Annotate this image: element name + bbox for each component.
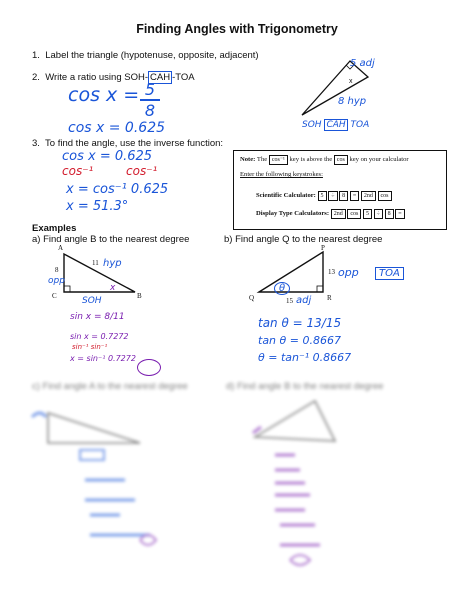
top-toa: TOA: [350, 120, 370, 130]
pqr-right-angle: [317, 286, 323, 292]
step-2-text-pre: Write a ratio using SOH-: [45, 72, 148, 83]
step-1: [32, 50, 259, 61]
disp-row: [256, 209, 405, 219]
step-2: [32, 72, 195, 83]
step-3: [32, 138, 223, 149]
label-opp-a: opp: [48, 276, 65, 286]
step-2-cos-decimal: cos x = 0.625: [68, 120, 166, 136]
blurred-example-d-work: [235, 395, 375, 605]
step-3-inv-right: cos⁻¹: [126, 164, 158, 178]
scribble-d0: [253, 427, 261, 433]
step-3-line4: x = 51.3°: [66, 199, 129, 214]
triangle-pqr-shape: [259, 252, 323, 292]
examples-heading: Examples: [32, 223, 77, 234]
step-1-num: 1.: [32, 50, 40, 61]
abc-right-angle: [64, 286, 70, 292]
note-text1: The: [256, 156, 268, 163]
scribble-c3: [85, 480, 150, 535]
triangle-d-shape: [255, 401, 335, 441]
example-a-prompt: a) Find angle B to the nearest degree: [32, 234, 190, 245]
answer-circle-a: [137, 359, 161, 376]
step-1-text: Label the triangle (hypotenuse, opposite, adjacent): [45, 50, 259, 61]
label-q: Q: [249, 294, 255, 302]
label-p: P: [321, 244, 325, 252]
side-ac-value: 8: [55, 266, 59, 274]
sci-key-2nd: 2nd: [361, 191, 376, 201]
side-pr-value: 13: [328, 268, 335, 276]
scribble-c2: [80, 450, 104, 460]
step-3-inv-left: cos⁻¹: [62, 164, 94, 178]
example-b-prompt: b) Find angle Q to the nearest degree: [224, 234, 383, 245]
sci-key-5: 5: [318, 191, 327, 201]
cos-lhs: cos x =: [68, 84, 140, 106]
note-label: Note:: [240, 156, 256, 163]
work-b-line2: tan θ = 0.8667: [258, 334, 341, 347]
step-2-cah-box: CAH: [150, 72, 171, 83]
sci-label: Scientific Calculator:: [256, 192, 316, 199]
step-3-line1: cos x = 0.625: [62, 149, 153, 164]
label-hyp-a: hyp: [103, 258, 122, 269]
note-text2: key is above the: [289, 156, 333, 163]
cos-key: cos: [334, 155, 348, 165]
step-2-text-post: -TOA: [172, 72, 195, 83]
label-r: R: [327, 294, 332, 302]
note-text3: key on your calculator: [349, 156, 409, 163]
step-3-line3: x = cos⁻¹ 0.625: [66, 182, 169, 197]
label-adj-b: adj: [296, 295, 312, 306]
step-3-text: To find the angle, use the inverse function:: [45, 138, 224, 149]
side-ab-value: 11: [92, 259, 99, 267]
disp-key-5: 5: [363, 209, 372, 219]
step-2-cos-equation: [68, 84, 139, 106]
top-angle-x: x: [349, 78, 353, 85]
example-d-prompt: d) Find angle B to the nearest degree: [226, 381, 384, 392]
scribble-d2: [290, 555, 310, 565]
triangle-abc-shape: [64, 254, 135, 292]
disp-key-cos: cos: [347, 209, 361, 219]
work-a-line2: sin x = 0.7272: [70, 332, 129, 341]
top-adj-label: 5 adj: [350, 58, 375, 69]
work-b-line1: tan θ = 13/15: [258, 316, 342, 330]
example-c-prompt: c) Find angle A to the nearest degree: [32, 381, 188, 392]
side-qr-value: 15: [286, 297, 293, 305]
work-b-line3: θ = tan⁻¹ 0.8667: [258, 351, 352, 364]
work-a-line3: sin⁻¹ sin⁻¹: [72, 343, 108, 351]
step-2-num: 2.: [32, 72, 40, 83]
note-line: [240, 155, 409, 165]
label-toa-b: TOA: [375, 267, 404, 280]
top-hyp-label: 8 hyp: [338, 96, 367, 107]
page-title: Finding Angles with Trigonometry: [136, 22, 338, 36]
sci-key-div: ÷: [328, 191, 337, 201]
disp-key-8: 8: [385, 209, 394, 219]
triangle-pqr: [255, 248, 335, 300]
scribble-c1: [32, 413, 46, 417]
theta-circle-b: θ: [274, 282, 290, 295]
frac-num: 5: [144, 80, 156, 99]
inv-cos-key: cos⁻¹: [269, 155, 288, 165]
label-b: B: [137, 292, 142, 300]
top-cah: CAH: [326, 120, 346, 130]
label-opp-b: opp: [338, 266, 359, 279]
disp-key-eq: =: [395, 209, 404, 219]
label-a: A: [58, 244, 64, 252]
calculator-note-box: [233, 150, 447, 230]
sci-key-eq: =: [350, 191, 359, 201]
frac-den: 8: [140, 99, 160, 120]
angle-x-a: x: [110, 283, 116, 293]
work-a-line1: sin x = 8/11: [70, 312, 125, 322]
blurred-example-c-work: [30, 395, 210, 595]
sci-key-8: 8: [339, 191, 348, 201]
triangle-abc: [55, 248, 145, 300]
disp-label: Display Type Calculators:: [256, 210, 330, 217]
label-soh-a: SOH: [82, 296, 102, 306]
sci-row: [256, 191, 392, 201]
label-c: C: [52, 292, 57, 300]
step-2-fraction: [140, 80, 160, 120]
top-soh-cah-toa: [302, 120, 369, 130]
top-soh: SOH: [302, 120, 322, 130]
disp-key-div: ÷: [374, 209, 383, 219]
triangle-c-shape: [48, 413, 140, 443]
work-a-line4: x = sin⁻¹ 0.7272: [70, 354, 136, 363]
step-3-num: 3.: [32, 138, 40, 149]
disp-key-2nd: 2nd: [331, 209, 346, 219]
scribble-d1: [275, 455, 320, 545]
sci-key-cos: cos: [378, 191, 392, 201]
note-enter: Enter the following keystrokes:: [240, 171, 323, 178]
